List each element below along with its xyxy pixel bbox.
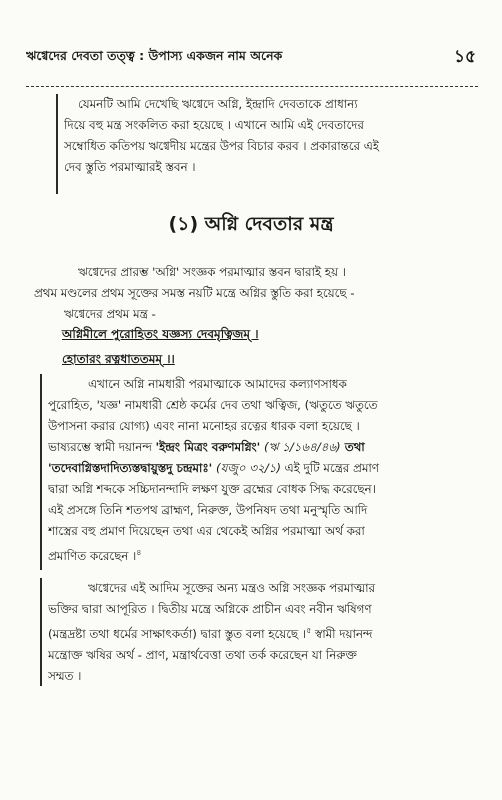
page-number: ১৫ — [453, 47, 476, 67]
section-heading: (১) অগ্নি দেবতার মন্ত্র — [168, 213, 334, 235]
text-run: (মন্ত্রদ্রষ্টা তথা ধর্মের সাক্ষাৎকর্তা) দ্বারা স্তুত বলা হয়েছে । — [48, 626, 307, 641]
intro-line: দেব স্তুতি পরমাত্মারই স্তবন । — [64, 160, 196, 174]
paragraph-line: ভক্তির দ্বারা আপূরিত । দ্বিতীয় মন্ত্রে অগ্নিকে প্রাচীন এবং নবীন ঋষিগণ — [48, 602, 372, 616]
page-header — [26, 46, 476, 68]
paragraph-line: এই প্রসঙ্গে তিনি শতপথ ব্রাহ্মণ, নিরুক্ত, উপনিষদ তথা মনুস্মৃতি আদি — [48, 503, 368, 517]
quoted-mantra: 'ইন্দ্রং মিত্রং বরুণমগ্নিং' — [155, 440, 261, 454]
paragraph-line: শাস্ত্রের বহু প্রমাণ দিয়েছেন তথা এর থেকেই অগ্নির পরমাত্মা অর্থ করা — [48, 524, 365, 538]
mantra-text: হোতারং রত্নধাততমম্ ।। — [62, 352, 175, 366]
running-title: ঋগ্বেদের দেবতা তত্ত্ব : উপাস্য একজন নাম অনেক — [26, 48, 283, 63]
paragraph-line: দ্বারা অগ্নি শব্দকে সচ্চিদানন্দাদি লক্ষণ যুক্ত ব্রহ্মের বোধক সিদ্ধ করেছেন। — [48, 482, 376, 496]
paragraph-line: মন্ত্রোক্ত ঋষির অর্থ - প্রাণ, মন্ত্রার্থবেত্তা তথা তর্ক করেছেন যা নিরুক্ত — [48, 647, 357, 662]
text-run: তথা — [340, 440, 365, 454]
mantra-text: অগ্নিমীলে পুরোহিতং যজ্ঞস্য দেবমৃত্বিজম্ । — [62, 327, 259, 341]
paragraph-line: ঋগ্বেদের প্রারম্ভ 'অগ্নি' সংজ্ঞক পরমাত্মার স্তবন দ্বারাই হয় । — [78, 265, 346, 279]
paragraph-line: প্রথম মণ্ডলের প্রথম সূক্তের সমস্ত নয়টি মন্ত্রে অগ্নির স্তুতি করা হয়েছে - — [34, 285, 355, 300]
paragraph-line — [48, 542, 478, 567]
text-run: এই দুটি মন্ত্রের প্রমাণ — [280, 461, 379, 475]
paragraph-explanation — [40, 374, 478, 570]
paragraph-line: উপাসনা করার যোগ্য) এবং নানা মনোহর রত্নের ধারক বলা হয়েছে । — [48, 419, 360, 433]
quoted-mantra: 'তদেবাগ্নিস্তদাদিত্যস্তদ্বায়ুস্তদু চন্দ্রমাঃ' — [48, 461, 213, 475]
footnote-marker: ৫ — [306, 626, 312, 635]
text-run: প্রমাণিত করেছেন । — [48, 548, 137, 563]
paragraph-continuation — [40, 578, 478, 686]
mantra-line-2 — [62, 351, 175, 371]
citation: (যজু০ ৩২/১) — [212, 461, 281, 475]
paragraph-line — [48, 458, 478, 479]
header-divider — [26, 86, 478, 87]
paragraph-opening — [34, 262, 474, 324]
mantra-line-1 — [62, 326, 259, 346]
intro-line: যেমনটি আমি দেখেছি ঋগ্বেদে অগ্নি, ইন্দ্রাদি দেবতাকে প্রাধান্য — [78, 97, 358, 111]
paragraph-line: এখানে অগ্নি নামধারী পরমাত্মাকে আমাদের কল্যাণসাধক — [88, 377, 347, 391]
intro-line: সম্বোধিত কতিপয় ঋগ্বেদীয় মন্ত্রের উপর বিচার করব । প্রকারান্তরে এই — [64, 139, 379, 153]
citation: (ঋ ১/১৬৪/৪৬) — [260, 440, 341, 454]
paragraph-line: ঋগ্বেদের প্রথম মন্ত্র - — [64, 306, 156, 321]
paragraph-line — [48, 620, 478, 645]
paragraph-line: পুরোহিত, 'যজ্ঞ' নামধারী শ্রেষ্ঠ কর্মের দেব তথা ঋত্বিজ, (ঋতুতে ঋতুতে — [48, 398, 378, 412]
paragraph-line: ঋগ্বেদের এই আদিম সূক্তের অন্য মন্ত্রও অগ্নি সংজ্ঞক পরমাত্মার — [88, 581, 375, 595]
footnote-marker: ৪ — [136, 548, 142, 557]
paragraph-line — [48, 437, 478, 458]
intro-paragraph — [56, 94, 476, 194]
intro-line: দিয়ে বহু মন্ত্র সংকলিত করা হয়েছে । এখানে আমি এই দেবতাদের — [64, 118, 364, 132]
paragraph-line: সম্মত । — [48, 668, 82, 683]
text-run: ভাষ্যরম্ভে স্বামী দয়ানন্দ — [48, 440, 156, 454]
text-run: স্বামী দয়ানন্দ — [311, 626, 373, 641]
